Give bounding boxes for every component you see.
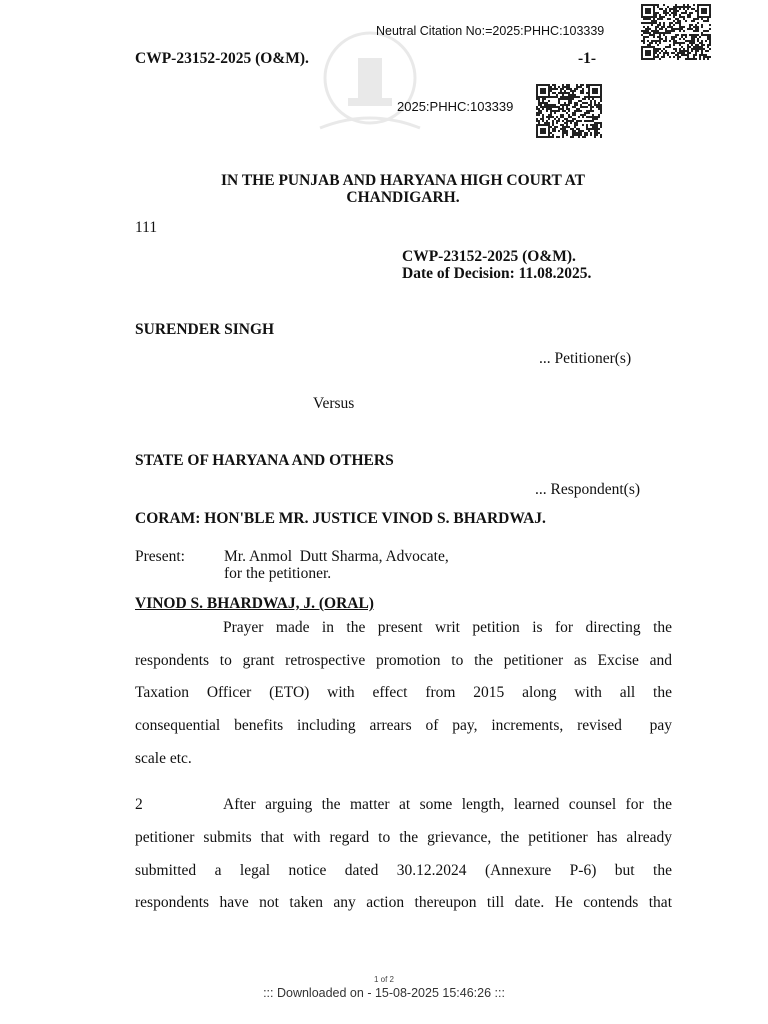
para1-line: Taxation Officer (ETO) with effect from 2015 along with all the	[135, 684, 672, 701]
court-emblem-watermark	[300, 28, 440, 138]
header-case-number: CWP-23152-2025 (O&M).	[135, 50, 309, 67]
para2-line: After arguing the matter at some length, learned counsel for the	[223, 796, 672, 813]
para1-line: scale etc.	[135, 750, 192, 767]
court-title-line2: CHANDIGARH.	[346, 189, 460, 206]
stamp-citation: 2025:PHHC:103339	[397, 99, 514, 114]
present-for: for the petitioner.	[224, 565, 332, 582]
judge-heading: VINOD S. BHARDWAJ, J. (ORAL)	[135, 595, 374, 612]
stamp-qr-code-icon	[536, 84, 602, 139]
para1-line: Prayer made in the present writ petition is for directing the	[223, 619, 672, 636]
para1-line: consequential benefits including arrears of pay, increments, revised pay	[135, 717, 672, 734]
coram: CORAM: HON'BLE MR. JUSTICE VINOD S. BHARDWAJ.	[135, 510, 546, 527]
para2-number: 2	[135, 796, 143, 813]
respondent-name: STATE OF HARYANA AND OTHERS	[135, 452, 394, 469]
decision-date: Date of Decision: 11.08.2025.	[402, 265, 592, 282]
petitioner-name: SURENDER SINGH	[135, 321, 275, 338]
neutral-citation: Neutral Citation No:=2025:PHHC:103339	[376, 24, 605, 38]
para2-line: respondents have not taken any action thereupon till date. He contends that	[135, 894, 672, 911]
present-counsel: Mr. Anmol Dutt Sharma, Advocate,	[224, 548, 449, 565]
present-label: Present:	[135, 548, 185, 565]
para2-line: submitted a legal notice dated 30.12.2024 (Annexure P-6) but the	[135, 862, 672, 879]
versus-label: Versus	[313, 395, 355, 412]
para2-line: petitioner submits that with regard to the grievance, the petitioner has already	[135, 829, 672, 846]
qr-code-icon	[641, 4, 711, 60]
page-marker: -1-	[578, 50, 597, 67]
download-stamp: ::: Downloaded on - 15-08-2025 15:46:26 :::	[263, 986, 505, 1000]
serial-number: 111	[135, 219, 158, 236]
page-count: 1 of 2	[373, 975, 394, 984]
respondent-role: ... Respondent(s)	[535, 481, 641, 498]
case-number: CWP-23152-2025 (O&M).	[402, 248, 576, 265]
court-title-line1: IN THE PUNJAB AND HARYANA HIGH COURT AT	[221, 172, 585, 189]
petitioner-role: ... Petitioner(s)	[539, 350, 632, 367]
para1-line: respondents to grant retrospective promotion to the petitioner as Excise and	[135, 652, 672, 669]
